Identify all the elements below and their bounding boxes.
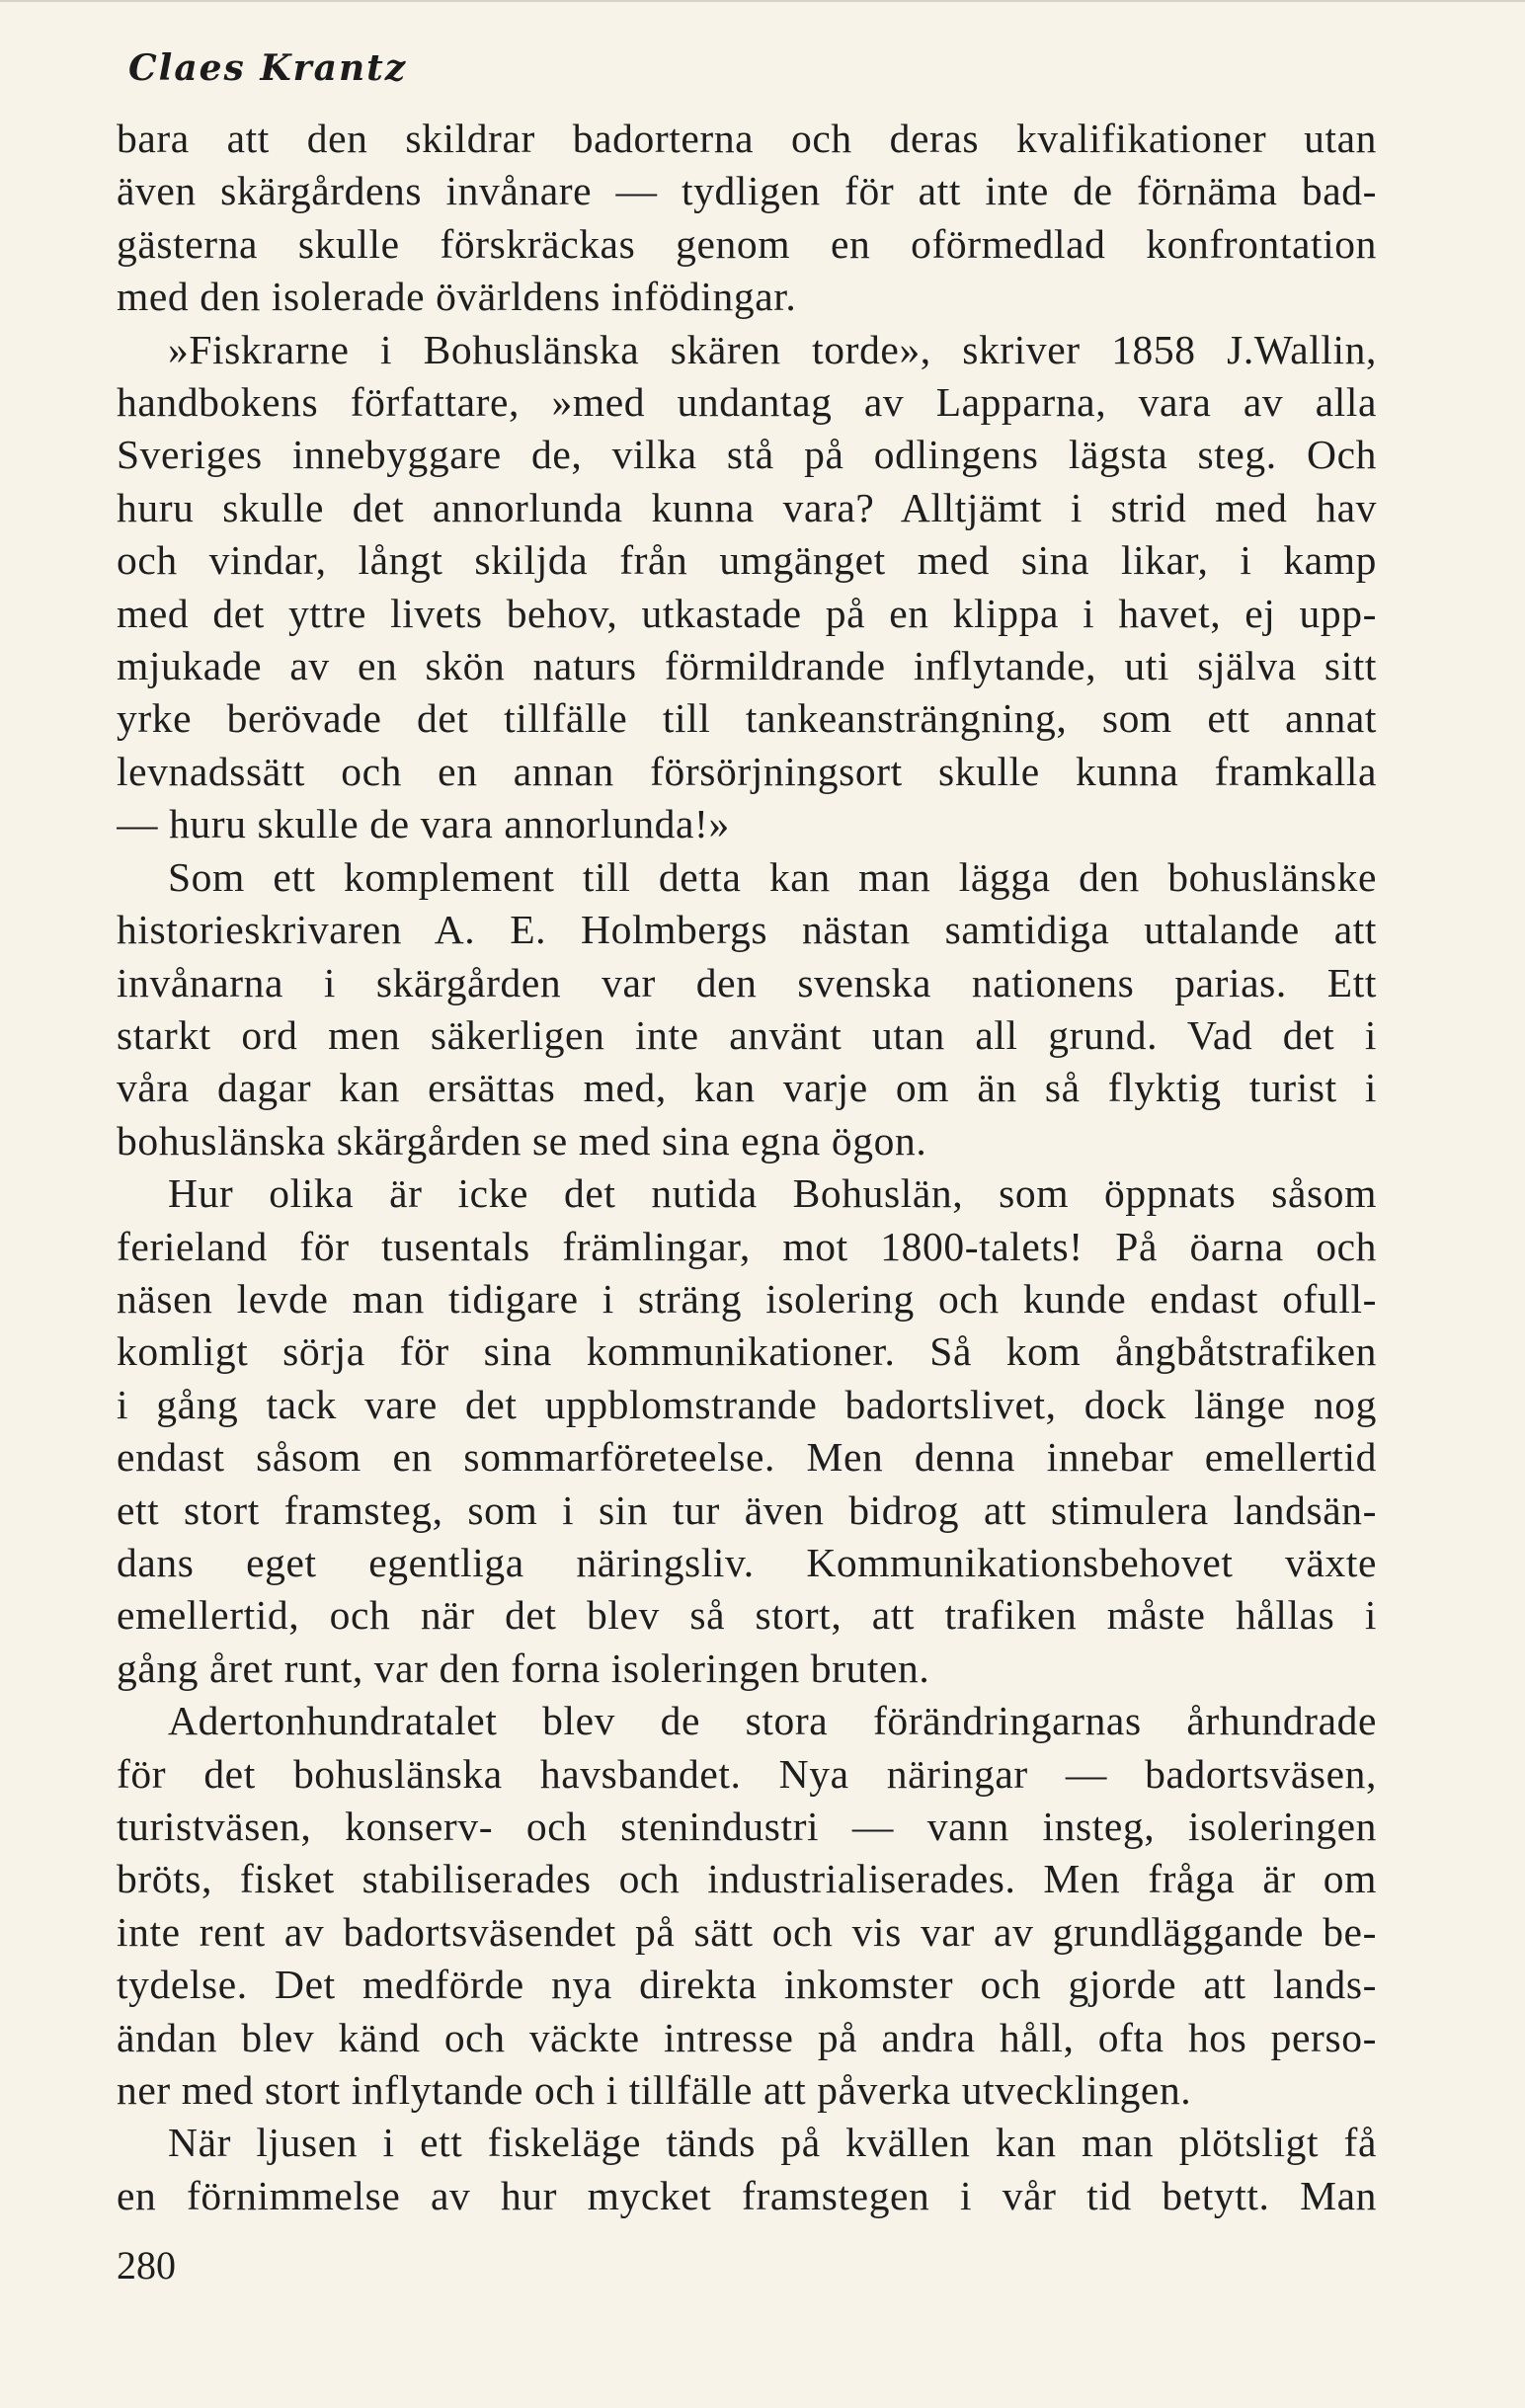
paragraph-3 <box>117 851 1377 1167</box>
text-line: mjukade av en skön naturs förmildrande inflytande, uti själva sitt <box>117 643 1377 689</box>
text-line: historieskrivaren A. E. Holmbergs nästan samtidiga uttalande att <box>117 907 1377 953</box>
text-line: Hur olika är icke det nutida Bohuslän, som öppnats såsom <box>168 1170 1377 1217</box>
text-line: emellertid, och när det blev så stort, att trafiken måste hållas i <box>117 1592 1377 1639</box>
text-line: endast såsom en sommarföreteelse. Men denna innebar emellertid <box>117 1434 1377 1481</box>
text-line: och vindar, långt skiljda från umgänget med sina likar, i kamp <box>117 537 1377 584</box>
text-line: Sveriges innebyggare de, vilka stå på odlingens lägsta steg. Och <box>117 432 1377 478</box>
text-line: huru skulle det annorlunda kunna vara? Alltjämt i strid med hav <box>117 484 1377 530</box>
text-line: turistväsen, konserv- och stenindustri — vann insteg, isoleringen <box>117 1804 1377 1849</box>
text-line: — huru skulle de vara annorlunda!» <box>117 801 730 847</box>
text-line: även skärgårdens invånare — tydligen för att inte de förnäma bad- <box>117 168 1377 214</box>
text-line: tydelse. Det medförde nya direkta inkomster och gjorde att lands- <box>117 1962 1377 2008</box>
text-line: en förnimmelse av hur mycket framstegen i vår tid betytt. Man <box>117 2172 1377 2218</box>
text-line: ändan blev känd och väckte intresse på andra håll, ofta hos perso- <box>117 2014 1377 2060</box>
text-line: levnadssätt och en annan försörjningsort skulle kunna framkalla <box>117 748 1377 794</box>
text-line: för det bohuslänska havsbandet. Nya näringar — badortsväsen, <box>117 1750 1377 1797</box>
text-line: ferieland för tusentals främlingar, mot 1800-talets! På öarna och <box>117 1223 1377 1269</box>
text-line: bröts, fisket stabiliserades och industrialiserades. Men fråga är om <box>117 1856 1377 1902</box>
text-line: ner med stort inflytande och i tillfälle att påverka utvecklingen. <box>117 2067 1192 2114</box>
text-line: bohuslänska skärgården se med sina egna ögon. <box>117 1117 927 1164</box>
text-line: ett stort framsteg, som i sin tur även bidrog att stimulera landsän- <box>117 1486 1377 1533</box>
text-line: »Fiskrarne i Bohuslänska skären torde», skriver 1858 J.Wallin, <box>168 326 1377 372</box>
text-line: gästerna skulle förskräckas genom en oförmedlad konfrontation <box>117 220 1377 267</box>
text-line: gång året runt, var den forna isoleringen bruten. <box>117 1645 930 1691</box>
paragraph-6 <box>117 2117 1377 2222</box>
text-line: handbokens författare, »med undantag av Lapparna, vara av alla <box>117 379 1377 426</box>
paragraph-5 <box>117 1695 1377 2117</box>
text-line: våra dagar kan ersättas med, kan varje om än så flyktig turist i <box>117 1065 1377 1111</box>
text-line: invånarna i skärgården var den svenska nationens parias. Ett <box>117 959 1377 1005</box>
text-line: bara att den skildrar badorterna och deras kvalifikationer utan <box>117 116 1377 161</box>
page-number: 280 <box>117 2243 176 2288</box>
text-line: dans eget egentliga näringsliv. Kommunikationsbehovet växte <box>117 1539 1377 1585</box>
text-line: Som ett komplement till detta kan man lägga den bohuslänske <box>168 853 1377 900</box>
text-line: Adertonhundratalet blev de stora förändringarnas århundrade <box>168 1698 1377 1744</box>
text-line: starkt ord men säkerligen inte använt utan all grund. Vad det i <box>117 1011 1377 1058</box>
text-line: i gång tack vare det uppblomstrande badortslivet, dock länge nog <box>117 1381 1377 1427</box>
paragraph-4 <box>117 1167 1377 1695</box>
text-line: När ljusen i ett fiskeläge tänds på kvällen kan man plötsligt få <box>168 2120 1377 2166</box>
text-line: näsen levde man tidigare i sträng isolering och kunde endast ofull- <box>117 1275 1377 1322</box>
body-text <box>117 113 1377 2222</box>
text-line: med den isolerade övärldens infödingar. <box>117 274 797 320</box>
paragraph-2 <box>117 324 1377 851</box>
paragraph-1 <box>117 113 1377 324</box>
text-line: komligt sörja för sina kommunikationer. Så kom ångbåtstrafiken <box>117 1328 1377 1375</box>
text-line: yrke berövade det tillfälle till tankeansträngning, som ett annat <box>117 695 1377 742</box>
running-head-author: Claes Krantz <box>128 47 408 89</box>
text-line: med det yttre livets behov, utkastade på en klippa i havet, ej upp- <box>117 590 1377 636</box>
text-line: inte rent av badortsväsendet på sätt och vis var av grundläggande be- <box>117 1908 1377 1955</box>
